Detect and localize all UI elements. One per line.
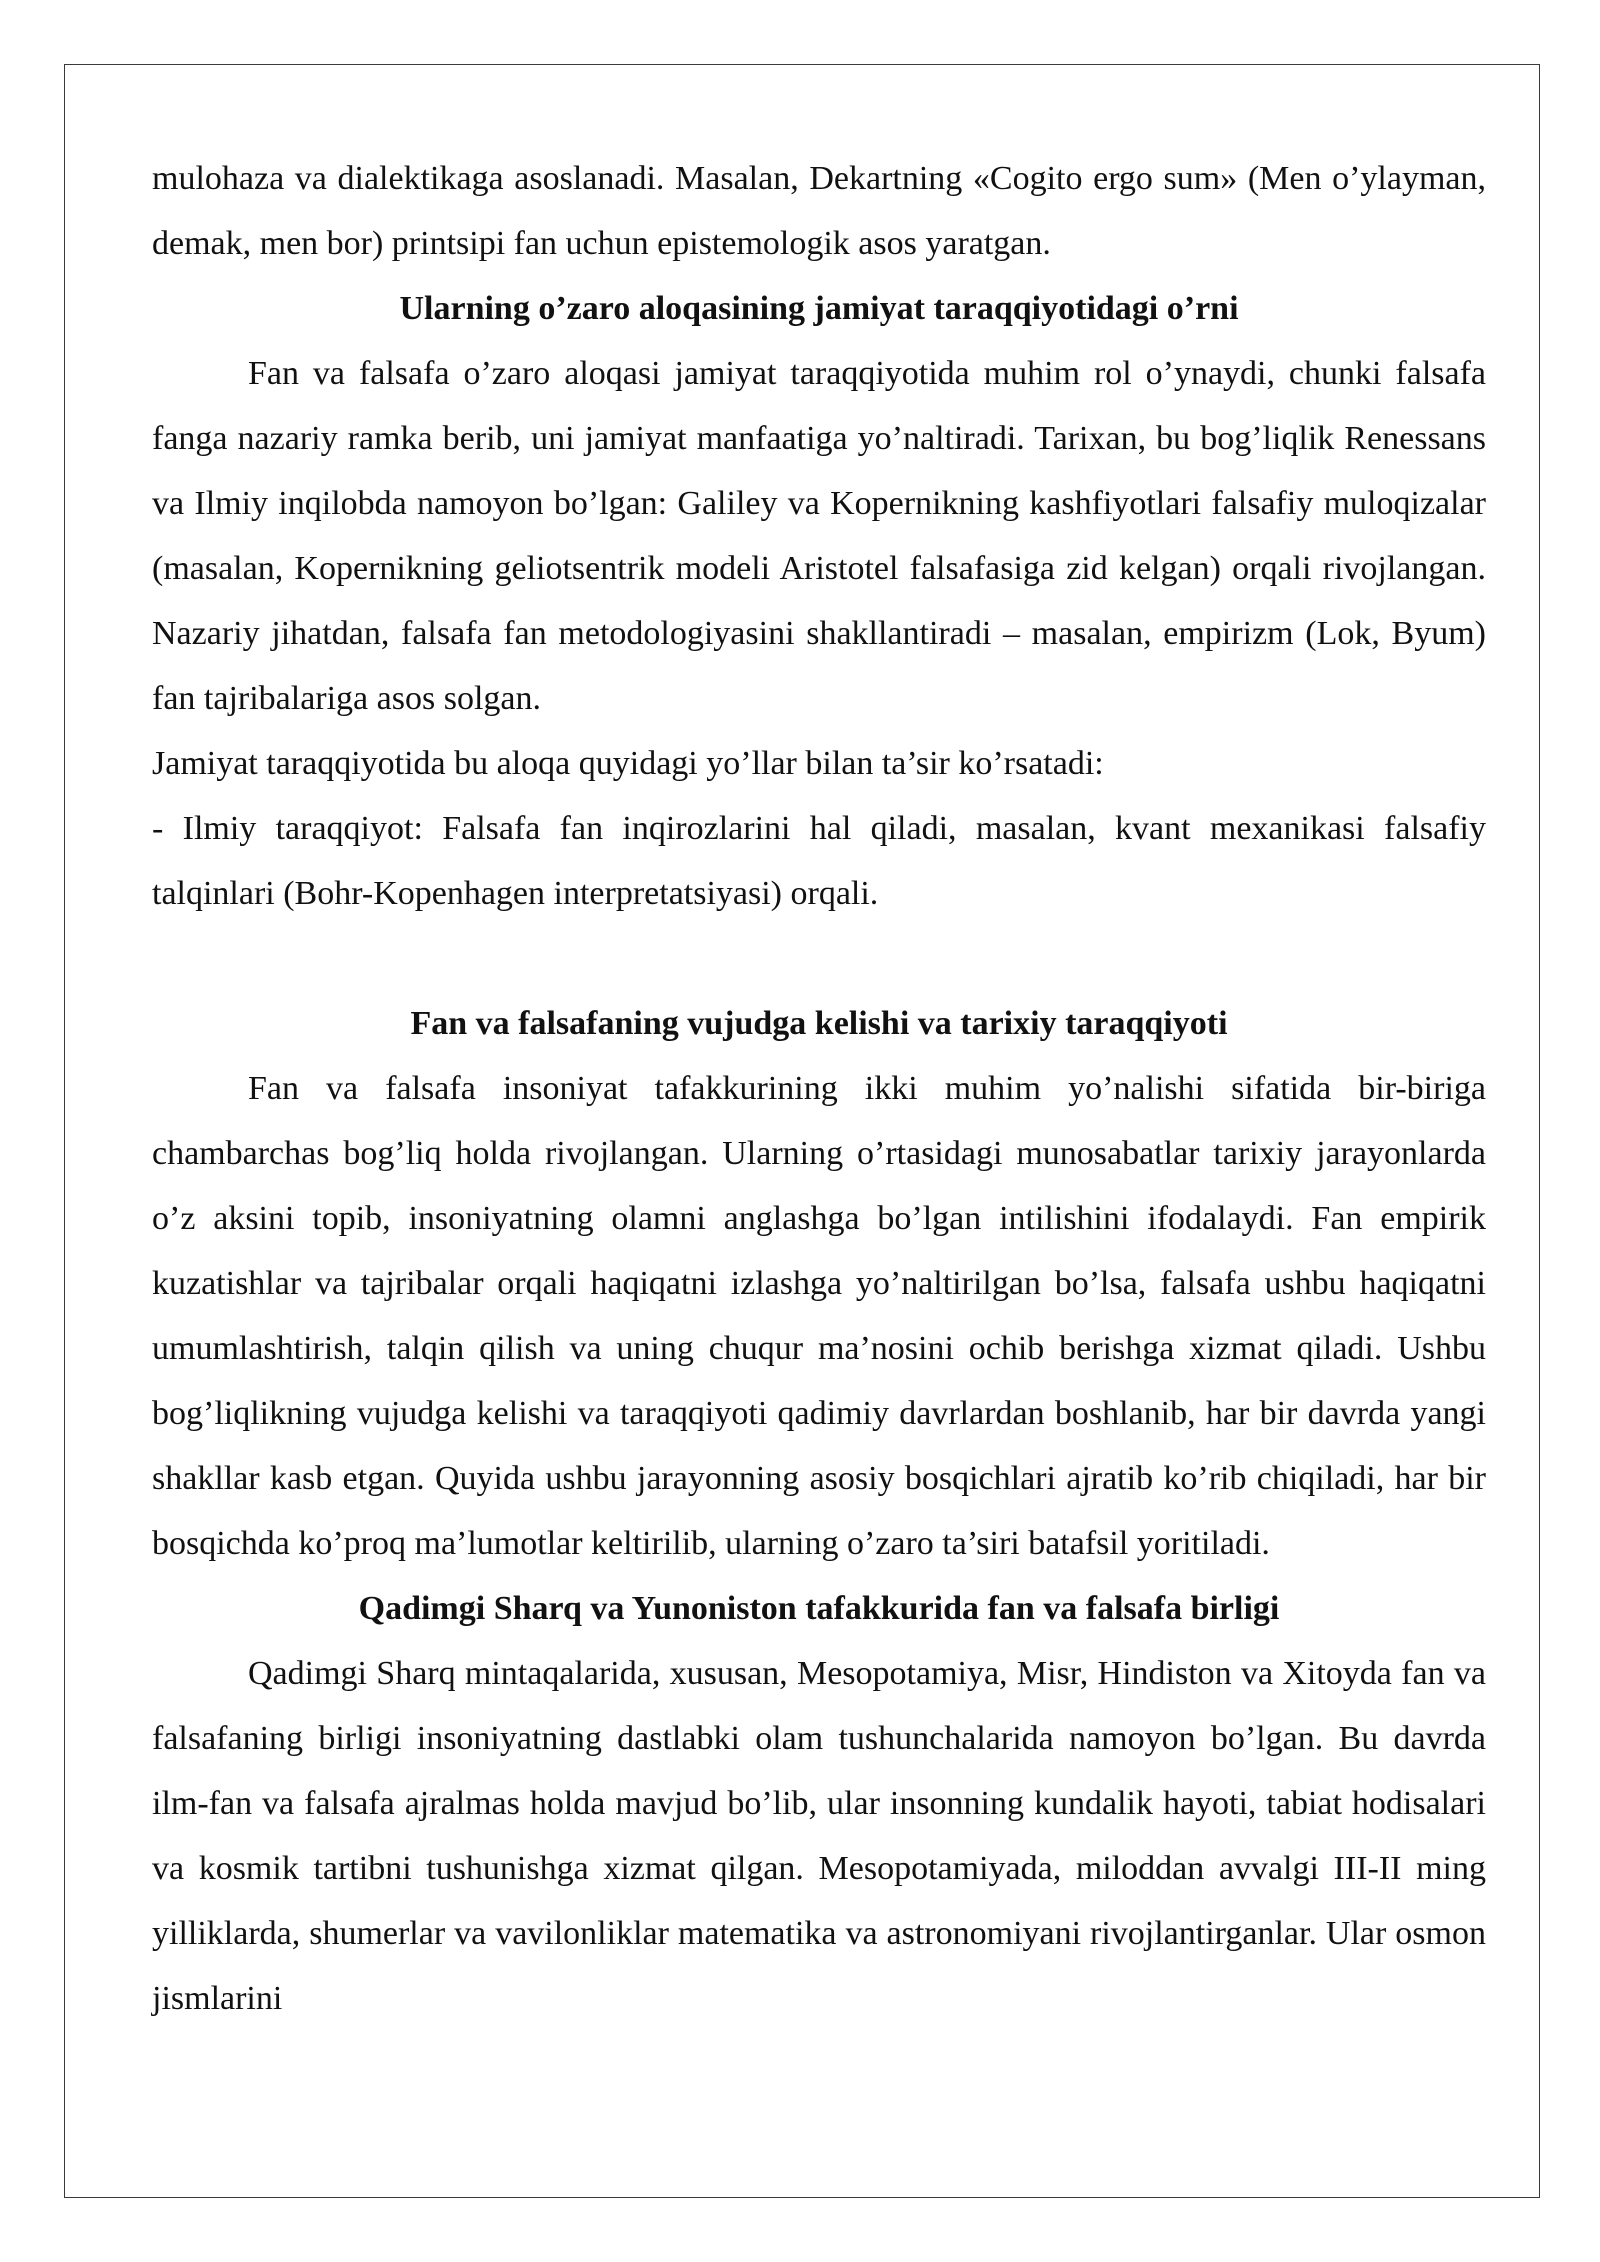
paragraph-ways-intro: Jamiyat taraqqiyotida bu aloqa quyidagi yo’llar bilan ta’sir ko’rsatadi:: [152, 745, 1104, 782]
paragraph-descartes: mulohaza va dialektikaga asoslanadi. Masalan, Dekartning «Cogito ergo sum» (Men o’ylayman, demak, men bor) printsipi fan uchun epistemologik asos yaratgan.: [152, 160, 1486, 262]
section-heading-origin-history: Fan va falsafaning vujudga kelishi va tarixiy taraqqiyoti: [410, 1005, 1228, 1042]
section-heading-ancient-east-greece: Qadimgi Sharq va Yunoniston tafakkurida fan va falsafa birligi: [358, 1590, 1280, 1627]
blank-line: [152, 926, 1486, 991]
document-body: [152, 146, 1486, 2031]
paragraph-scientific-progress: - Ilmiy taraqqiyot: Falsafa fan inqirozlarini hal qiladi, masalan, kvant mexanikasi falsafiy talqinlari (Bohr-Kopenhagen interpretatsiyasi) orqali.: [152, 810, 1486, 912]
paragraph-origin-history: Fan va falsafa insoniyat tafakkurining ikki muhim yo’nalishi sifatida bir-biriga chambarchas bog’liq holda rivojlangan. Ularning o’rtasidagi munosabatlar tarixiy jarayonlarda o’z aksini topib, insoniyatning olamni anglashga bo’lgan intilishini ifodalaydi. Fan empirik kuzatishlar va tajribalar orqali haqiqatni izlashga yo’naltirilgan bo’lsa, falsafa ushbu haqiqatni umumlashtirish, talqin qilish va uning chuqur ma’nosini ochib berishga xizmat qiladi. Ushbu bog’liqlikning vujudga kelishi va taraqqiyoti qadimiy davrlardan boshlanib, har bir davrda yangi shakllar kasb etgan. Quyida ushbu jarayonning asosiy bosqichlari ajratib ko’rib chiqiladi, har bir bosqichda ko’proq ma’lumotlar keltirilib, ularning o’zaro ta’siri batafsil yoritiladi.: [152, 1070, 1486, 1562]
paragraph-ancient-east: Qadimgi Sharq mintaqalarida, xususan, Mesopotamiya, Misr, Hindiston va Xitoyda fan va falsafaning birligi insoniyatning dastlabki olam tushunchalarida namoyon bo’lgan. Bu davrda ilm-fan va falsafa ajralmas holda mavjud bo’lib, ular insonning kundalik hayoti, tabiat hodisalari va kosmik tartibni tushunishga xizmat qilgan. Mesopotamiyada, miloddan avvalgi III-II ming yilliklarda, shumerlar va vavilonliklar matematika va astronomiyani rivojlantirganlar. Ular osmon jismlarini: [152, 1655, 1486, 2017]
section-heading-society-role: Ularning o’zaro aloqasining jamiyat taraqqiyotidagi o’rni: [399, 290, 1239, 327]
paragraph-interrelation: Fan va falsafa o’zaro aloqasi jamiyat taraqqiyotida muhim rol o’ynaydi, chunki falsafa fanga nazariy ramka berib, uni jamiyat manfaatiga yo’naltiradi. Tarixan, bu bog’liqlik Renessans va Ilmiy inqilobda namoyon bo’lgan: Galiley va Kopernikning kashfiyotlari falsafiy muloqizalar (masalan, Kopernikning geliotsentrik modeli Aristotel falsafasiga zid kelgan) orqali rivojlangan. Nazariy jihatdan, falsafa fan metodologiyasini shakllantiradi – masalan, empirizm (Lok, Byum) fan tajribalariga asos solgan.: [152, 355, 1486, 717]
